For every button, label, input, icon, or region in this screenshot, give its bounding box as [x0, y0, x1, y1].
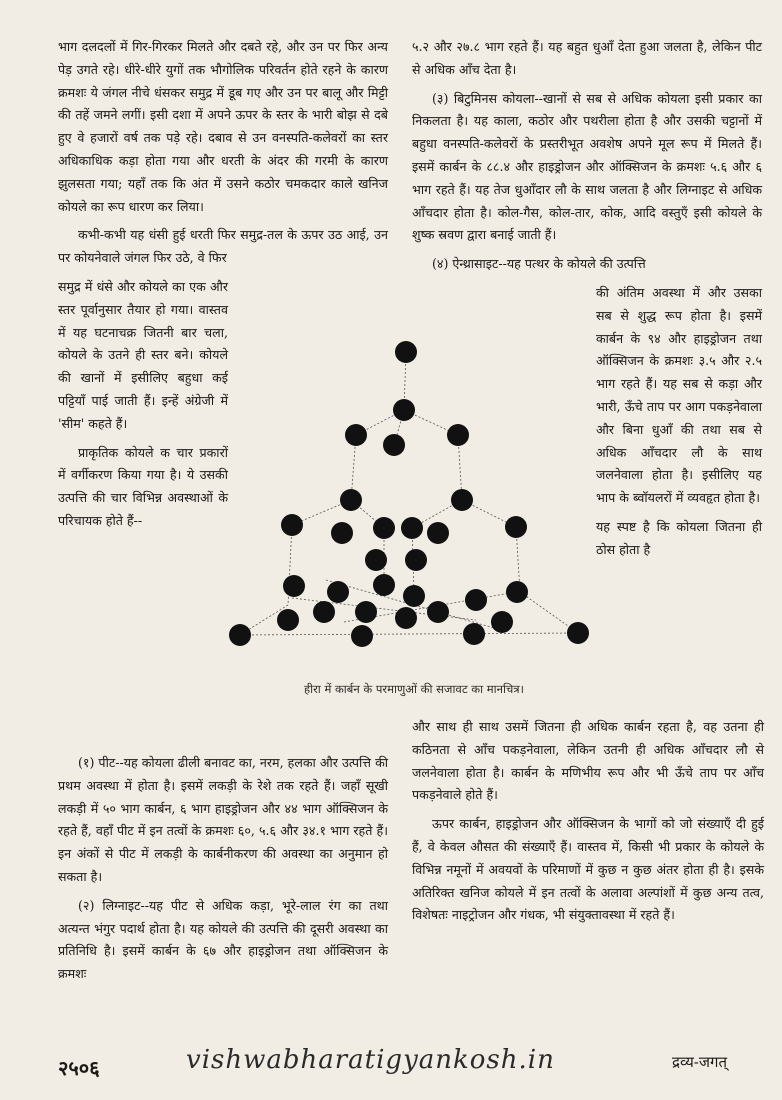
- paragraph: ५.२ और २७.८ भाग रहते हैं। यह बहुत धुआँ देता हुआ जलता है, लेकिन पीट से अधिक आँच देता है।: [412, 39, 762, 77]
- paragraph: समुद्र में धंसे और कोयले का एक और स्तर पूर्वानुसार तैयार हो गया। वास्तव में यह घटनाचक्र जितनी बार चला, कोयले के उतने ही स्तर बने। कोयले की खानों में इसीलिए बहुधा कई पट्टियाँ पाई जाती हैं। इन्हें अंग्रेजी में 'सीम' कहते हैं।: [58, 278, 228, 431]
- right-bottom-text: [412, 716, 764, 933]
- paragraph: प्राकृतिक कोयले क चार प्रकारों में वर्गीकरण किया गया है। ये उसकी उत्पत्ति की चार विभिन्न अवस्थाओं के परिचायक होते हैं--: [58, 444, 228, 528]
- section-title: द्रव्य-जगत्: [672, 1053, 727, 1071]
- paragraph: और साथ ही साथ उसमें जितना ही अधिक कार्बन रहता है, वह उतना ही कठिनता से आँच पकड़नेवाला, लेकिन उतनी ही अधिक आँचदार लौ से जलनेवाला होता है। कार्बन के मणिभीय रूप और भी ऊँचे ताप पर आँच पकड़नेवाले होते हैं।: [412, 719, 764, 803]
- paragraph: ऊपर कार्बन, हाइड्रोजन और ऑक्सिजन के भागों को जो संख्याएँ दी हुई हैं, वे केवल औसत की संख्याएँ हैं। वास्तव में, किसी भी प्रकार के कोयले के विभिन्न नमूनों में अवयवों के परिमाणों में कुछ न कुछ अंतर होता ही है। इसके अतिरिक्त खनिज कोयले में इन तत्वों के अलावा अल्पांशों में कुछ अन्य तत्व, विशेषतः नाइट्रोजन और गंधक, भी संयुक्तावस्था में रहते हैं।: [412, 816, 764, 923]
- paragraph: की अंतिम अवस्था में और उसका सब से शुद्ध रूप होता है। इसमें कार्बन के ९४ और हाइड्रोजन तथा ऑक्सिजन के क्रमशः ३.५ और २.५ भाग रहते हैं। यह सब से कड़ा और भारी, ऊँचे ताप पर आग पकड़नेवाला और बिना धुआँ की तथा सब से अधिक आँचदार लौ के साथ जलनेवाला होता है। इसीलिए यह भाप के ब्वॉयलरों में व्यवहृत होता है।: [596, 284, 762, 506]
- figure-caption: हीरा में कार्बन के परमाणुओं की सजावट का मानचित्र।: [304, 682, 524, 696]
- page-number: २५०६: [58, 1056, 100, 1080]
- paragraph: भाग दलदलों में गिर-गिरकर मिलते और दबते रहे, और उन पर फिर अन्य पेड़ उगते रहे। धीरे-धीरे युगों तक भौगोलिक परिवर्तन होते रहने के कारण क्रमशः ये जंगल नीचे धंसकर समुद्र में डूब गए और उन पर बालू और मिट्टी की तहें जमने लगीं। इसी दशा में अपने ऊपर के स्तर के भारी बोझ से दबे हुए वे हजारों वर्ष तक पड़े रहे। दबाव से उन वनस्पति-कलेवरों का स्तर अधिकाधिक कड़ा होता गया और धरती के अंदर की गरमी के कारण झुलसता गया; यहाँ तक कि अंत में उसने कठोर चमकदार काले खनिज कोयले का रूप धारण कर लिया।: [58, 39, 388, 214]
- diamond-lattice-figure: [226, 330, 596, 660]
- paragraph: (१) पीट--यह कोयला ढीली बनावट का, नरम, हलका और उत्पत्ति की प्रथम अवस्था में होता है। इसमें लकड़ी के रेशे तक रहते हैं। जहाँ सूखी लकड़ी में ५० भाग कार्बन, ६ भाग हाइड्रोजन और ४४ भाग ऑक्सिजन के रहते हैं, वहाँ पीट में इन तत्वों के क्रमशः ६०, ५.६ और ३४.१ भाग रहते हैं। इन अंकों से पीट में लकड़ी के कार्बनीकरण की अवस्था का अनुमान हो सकता है।: [58, 755, 388, 884]
- carbon-atom-lattice-illustration: [226, 330, 596, 660]
- watermark: vishwabharatigyankosh.in: [186, 1045, 555, 1075]
- paragraph: (३) बिटुमिनस कोयला--खानों से सब से अधिक कोयला इसी प्रकार का निकलता है। यह काला, कठोर और पथरीला होता है और उसकी चट्टानों में बहुधा वनस्पति-कलेवरों के प्रस्तरीभूत अवशेष अपने मूल रूप में मिलते हैं। इसमें कार्बन के ८८.४ और हाइड्रोजन और ऑक्सिजन के क्रमशः ५.६ और ६ भाग रहते हैं। यह तेज धुआँदार लौ के साथ जलता है और लिग्नाइट से अधिक आँचदार होता है। कोल-गैस, कोल-तार, कोक, आदि वस्तुएँ इसी कोयले के शुष्क स्रवण द्वारा बनाई जाती हैं।: [412, 90, 762, 243]
- paragraph: (२) लिग्नाइट--यह पीट से अधिक कड़ा, भूरे-लाल रंग का तथा अत्यन्त भंगुर पदार्थ होता है। यह कोयले की उत्पत्ति की दूसरी अवस्था का प्रतिनिधि है। इसमें कार्बन के ६७ और हाइड्रोजन तथा ऑक्सिजन के क्रमशः: [58, 897, 388, 982]
- paragraph: कभी-कभी यह धंसी हुई धरती फिर समुद्र-तल के ऊपर उठ आई, उन पर कोयनेवाले जंगल फिर उठे, वे फिर: [58, 227, 388, 266]
- paragraph: यह स्पष्ट है कि कोयला जितना ही ठोस होता है: [596, 518, 762, 557]
- left-bottom-text: [58, 752, 388, 992]
- paragraph: (४) ऐन्थ्रासाइट--यह पत्थर के कोयले की उत्पत्ति: [432, 256, 646, 272]
- carbon-atoms: [229, 341, 589, 647]
